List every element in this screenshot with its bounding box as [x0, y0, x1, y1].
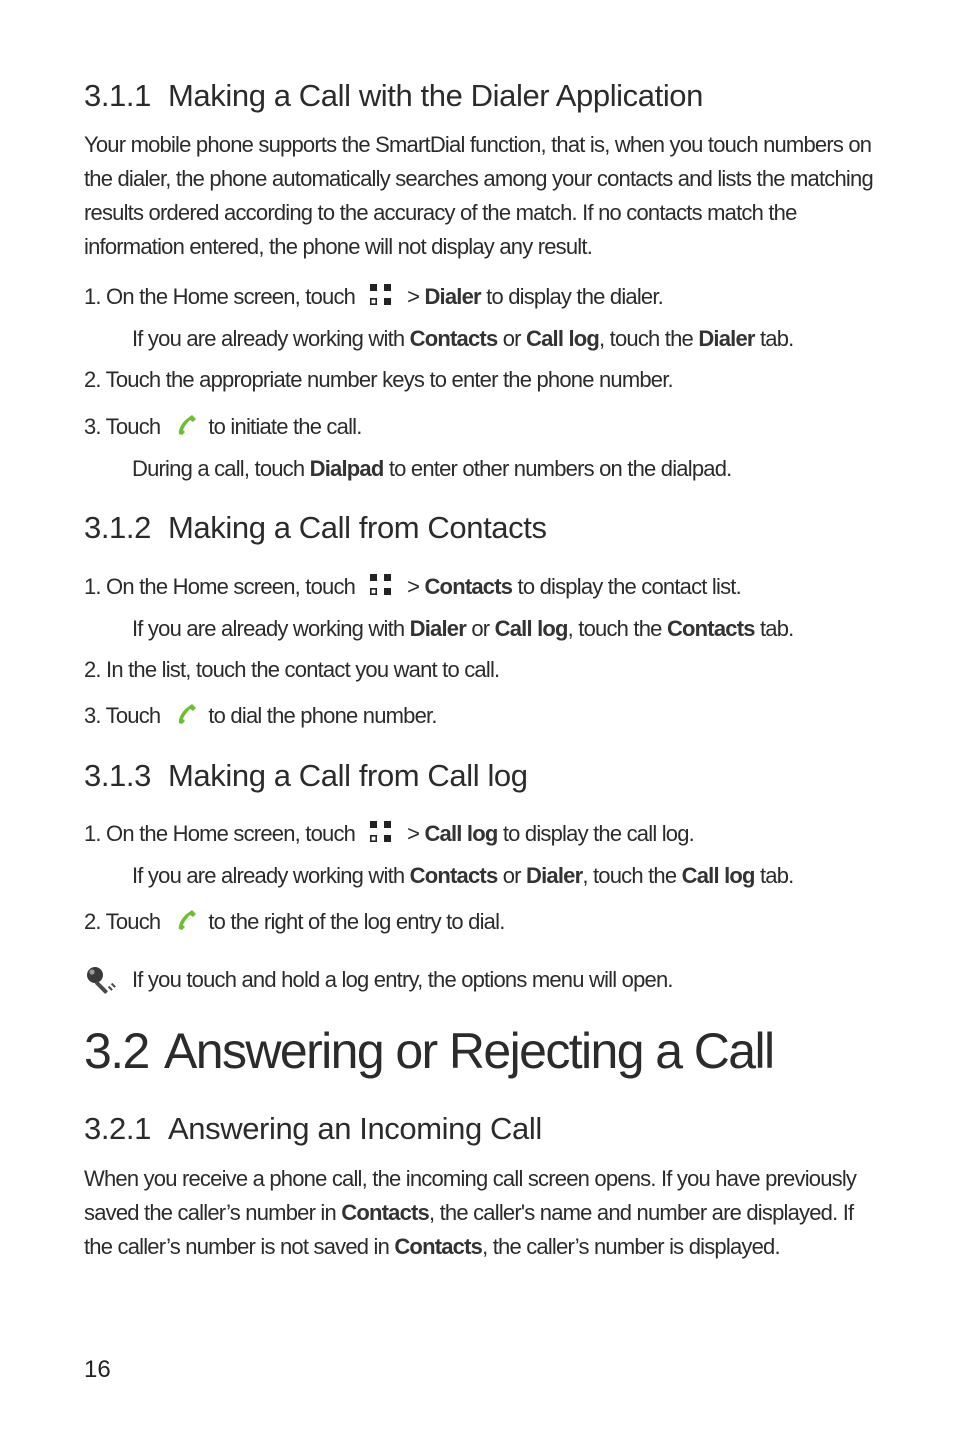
heading-number: 3.2.1 [84, 1111, 151, 1146]
bold-call-log: Call log [424, 821, 498, 846]
text: , the caller’s number is displayed. [482, 1234, 780, 1259]
bold-call-log: Call log [494, 616, 568, 641]
heading-number: 3.1.3 [84, 758, 151, 793]
step-text: to display the call log. [502, 821, 694, 846]
step-text: 3. Touch [84, 414, 161, 439]
bold-contacts: Contacts [666, 616, 755, 641]
step-3 [84, 412, 362, 442]
bold-contacts: Contacts [394, 1234, 483, 1259]
bold-dialer: Dialer [525, 863, 583, 888]
text: If you are already working with [132, 863, 405, 888]
heading-number: 3.1.2 [84, 510, 151, 545]
step-1-subnote [132, 324, 793, 354]
text: tab. [759, 863, 794, 888]
heading-text: Answering or Rejecting a Call [164, 1023, 774, 1079]
arrow-text: > [407, 821, 420, 846]
key-note-icon [84, 963, 118, 997]
step-text: to display the dialer. [486, 284, 663, 309]
note-block [84, 963, 874, 999]
page-number: 16 [84, 1356, 111, 1383]
text: , touch the [599, 326, 693, 351]
heading-text: Making a Call from Call log [168, 758, 528, 793]
text: or [502, 326, 521, 351]
bold-dialpad: Dialpad [309, 456, 384, 481]
step-text: 2. Touch [84, 909, 161, 934]
text: , touch the [567, 616, 662, 641]
text: During a call, touch [132, 456, 305, 481]
phone-call-icon [176, 908, 200, 932]
bold-dialer: Dialer [698, 326, 755, 351]
bold-contacts: Contacts [424, 574, 513, 599]
step-text: to the right of the log entry to dial. [208, 909, 505, 934]
bold-dialer: Dialer [424, 284, 481, 309]
step-2: 2. In the list, touch the contact you want to call. [84, 657, 500, 682]
heading-3-2-1 [84, 1111, 542, 1147]
step-2 [84, 907, 505, 937]
heading-3-1-2 [84, 510, 547, 546]
text: tab. [759, 616, 794, 641]
heading-3-2 [84, 1022, 773, 1080]
phone-call-icon [176, 702, 200, 726]
application-grid-icon [369, 283, 393, 307]
incoming-call-paragraph [84, 1162, 874, 1264]
heading-3-1-1 [84, 78, 703, 114]
step-1-call-log [84, 819, 694, 849]
heading-text: Making a Call from Contacts [168, 510, 547, 545]
bold-dialer: Dialer [409, 616, 467, 641]
step-1-contacts [84, 572, 741, 602]
step-3-subnote [132, 454, 731, 484]
step-1-dialer [84, 282, 663, 312]
text: , the caller's name and number are displayed. If the caller’s number is not saved in [84, 1200, 854, 1259]
bold-contacts: Contacts [409, 863, 498, 888]
intro-paragraph: Your mobile phone supports the SmartDial function, that is, when you touch numbers on the dialer, the phone automatically searches among your contacts and lists the matching results ordered according to the accuracy of the match. If no contacts match the information entered, the phone will not display any result. [84, 132, 873, 259]
step-text: 1. On the Home screen, touch [84, 574, 356, 599]
heading-text: Making a Call with the Dialer Application [168, 78, 703, 113]
bold-call-log: Call log [525, 326, 600, 351]
text: or [471, 616, 490, 641]
heading-text: Answering an Incoming Call [168, 1111, 542, 1146]
text: , touch the [582, 863, 677, 888]
step-2: 2. Touch the appropriate number keys to enter the phone number. [84, 367, 673, 392]
step-text: to initiate the call. [208, 414, 362, 439]
arrow-text: > [407, 284, 420, 309]
step-text: to dial the phone number. [208, 703, 437, 728]
heading-3-1-3 [84, 758, 528, 794]
step-1-subnote [132, 861, 793, 891]
step-text: 3. Touch [84, 703, 161, 728]
note-text: If you touch and hold a log entry, the options menu will open. [132, 967, 673, 992]
text: or [502, 863, 521, 888]
step-text: to display the contact list. [517, 574, 741, 599]
text: If you are already working with [132, 616, 405, 641]
text: If you are already working with [132, 326, 405, 351]
bold-call-log: Call log [681, 863, 755, 888]
step-3 [84, 701, 437, 731]
bold-contacts: Contacts [409, 326, 498, 351]
application-grid-icon [369, 820, 393, 844]
text: When you receive a phone call, the incoming call screen opens. If you have previously saved the caller’s number in [84, 1166, 857, 1225]
text: to enter other numbers on the dialpad. [388, 456, 732, 481]
heading-number: 3.2 [84, 1023, 149, 1079]
text: tab. [759, 326, 794, 351]
step-1-subnote [132, 614, 793, 644]
bold-contacts: Contacts [341, 1200, 429, 1225]
phone-call-icon [176, 413, 200, 437]
step-text: 1. On the Home screen, touch [84, 284, 356, 309]
heading-number: 3.1.1 [84, 78, 151, 113]
arrow-text: > [407, 574, 420, 599]
application-grid-icon [369, 573, 393, 597]
step-text: 1. On the Home screen, touch [84, 821, 356, 846]
